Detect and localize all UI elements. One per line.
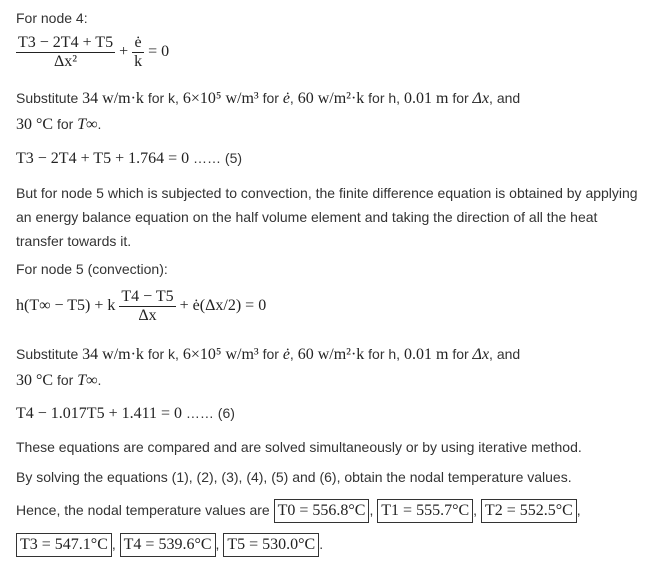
node5-eq-left: h(T∞ − T5) + k [16, 297, 116, 315]
node5-fraction [119, 288, 175, 325]
compare-paragraph: These equations are compared and are solved simultaneously or by using iterative method. [16, 439, 582, 455]
h-for-text-2: for h, [368, 346, 401, 362]
node4-heading: For node 4: [16, 10, 88, 26]
end-period: . [319, 536, 324, 552]
result-T4-box: T4 = 539.6°C [120, 533, 216, 557]
h-value: 60 w/m²·k [297, 90, 365, 107]
egen-for-text: for [262, 90, 279, 106]
egen-symbol-2: ė [282, 346, 290, 363]
substitution-line-1b [16, 114, 101, 135]
separator: , [215, 536, 220, 552]
node5-equation [16, 288, 266, 325]
result-T1-box: T1 = 555.7°C [377, 499, 473, 523]
egen-symbol: ė [282, 90, 290, 107]
result-T0-box: T0 = 556.8°C [274, 499, 370, 523]
separator: , [111, 536, 116, 552]
h-for-text: for h, [368, 90, 401, 106]
separator: , [473, 502, 478, 518]
tinf-value: 30 °C [16, 116, 54, 133]
node5-frac-denominator: Δx [138, 307, 157, 324]
substitution-line-2b [16, 370, 101, 391]
substitution-line-2: Substitute 34 w/m·k for k, 6×10⁵ w/m³ for ė, 60 w/m²·k for h, 0.01 m for Δx, and [16, 346, 521, 363]
tinf-symbol-2: T∞ [77, 372, 98, 389]
result-T3-box: T3 = 547.1°C [16, 533, 112, 557]
node5-heading: For node 5 (convection): [16, 261, 168, 277]
node4-frac2-denominator: k [134, 53, 143, 70]
k-for-text: for k, [147, 90, 179, 106]
node5-eq-right: + ė(Δx/2) = 0 [179, 297, 267, 315]
result-T2-box: T2 = 552.5°C [481, 499, 577, 523]
dx-symbol: Δx [472, 90, 490, 107]
node4-equation: $\frac{T3 - 2T4 + T5}{\text{Δx²}}$ + $\frac{ė}{k}$ = 0 [18, 34, 170, 70]
result-T5-box: T5 = 530.0°C [223, 533, 319, 557]
dx-value: 0.01 m [403, 90, 449, 107]
period-2: . [97, 372, 102, 388]
node5-frac-numerator: T4 − T5 [121, 288, 174, 305]
result-line-2 [16, 533, 323, 557]
substitution-line-1: Substitute 34 w/m·k for k, 6×10⁵ w/m³ for ė, 60 w/m²·k for h, 0.01 m for Δx, and [16, 90, 521, 107]
separator: , [369, 502, 374, 518]
node4-frac-numerator: T3 − 2T4 + T5 [18, 34, 114, 51]
egen-value-2: 6×10⁵ w/m³ [182, 346, 259, 363]
equation-6-text: T4 − 1.017T5 + 1.411 = 0 [16, 405, 183, 422]
dx-for-text: for [452, 90, 469, 106]
result-line-1 [16, 499, 581, 523]
tinf-for-text-2: for [56, 372, 74, 388]
equation-5-text: T3 − 2T4 + T5 + 1.764 = 0 [16, 150, 190, 167]
node4-fraction-1 [16, 34, 115, 71]
equation-5-label: …… (5) [193, 150, 243, 166]
tinf-symbol: T∞ [77, 116, 98, 133]
substitute-word-2: Substitute [16, 346, 79, 362]
period: . [97, 116, 102, 132]
dx-for-text-2: for [452, 346, 469, 362]
result-lead-text: Hence, the nodal temperature values are [16, 502, 270, 518]
dx-symbol-2: Δx [472, 346, 490, 363]
equation-6-label: …… (6) [185, 405, 235, 421]
solve-paragraph: By solving the equations (1), (2), (3), (4), (5) and (6), obtain the nodal temperature values. [16, 469, 572, 485]
egen-value: 6×10⁵ w/m³ [182, 90, 259, 107]
k-for-text-2: for k, [147, 346, 179, 362]
node4-equals-zero: = 0 [148, 43, 170, 61]
and-text-2: , and [489, 346, 521, 362]
equation-6 [16, 403, 235, 424]
k-value: 34 w/m·k [82, 90, 144, 107]
egen-for-text-2: for [262, 346, 279, 362]
equation-5 [16, 148, 242, 169]
substitute-word: Substitute [16, 90, 79, 106]
separator: , [576, 502, 581, 518]
and-text: , and [489, 90, 521, 106]
dx-value-2: 0.01 m [403, 346, 449, 363]
node4-frac-denominator: Δx² [53, 53, 78, 70]
h-value-2: 60 w/m²·k [297, 346, 365, 363]
tinf-for-text: for [56, 116, 74, 132]
node5-intro-paragraph: But for node 5 which is subjected to convection, the finite difference equation is obtained by applying an energy balance equation on the half volume element and taking the direction of all the heat transfer towards it. [16, 185, 638, 249]
tinf-value-2: 30 °C [16, 372, 54, 389]
node4-fraction-2 [132, 34, 144, 71]
node4-frac2-numerator: ė [132, 34, 144, 53]
k-value-2: 34 w/m·k [82, 346, 144, 363]
